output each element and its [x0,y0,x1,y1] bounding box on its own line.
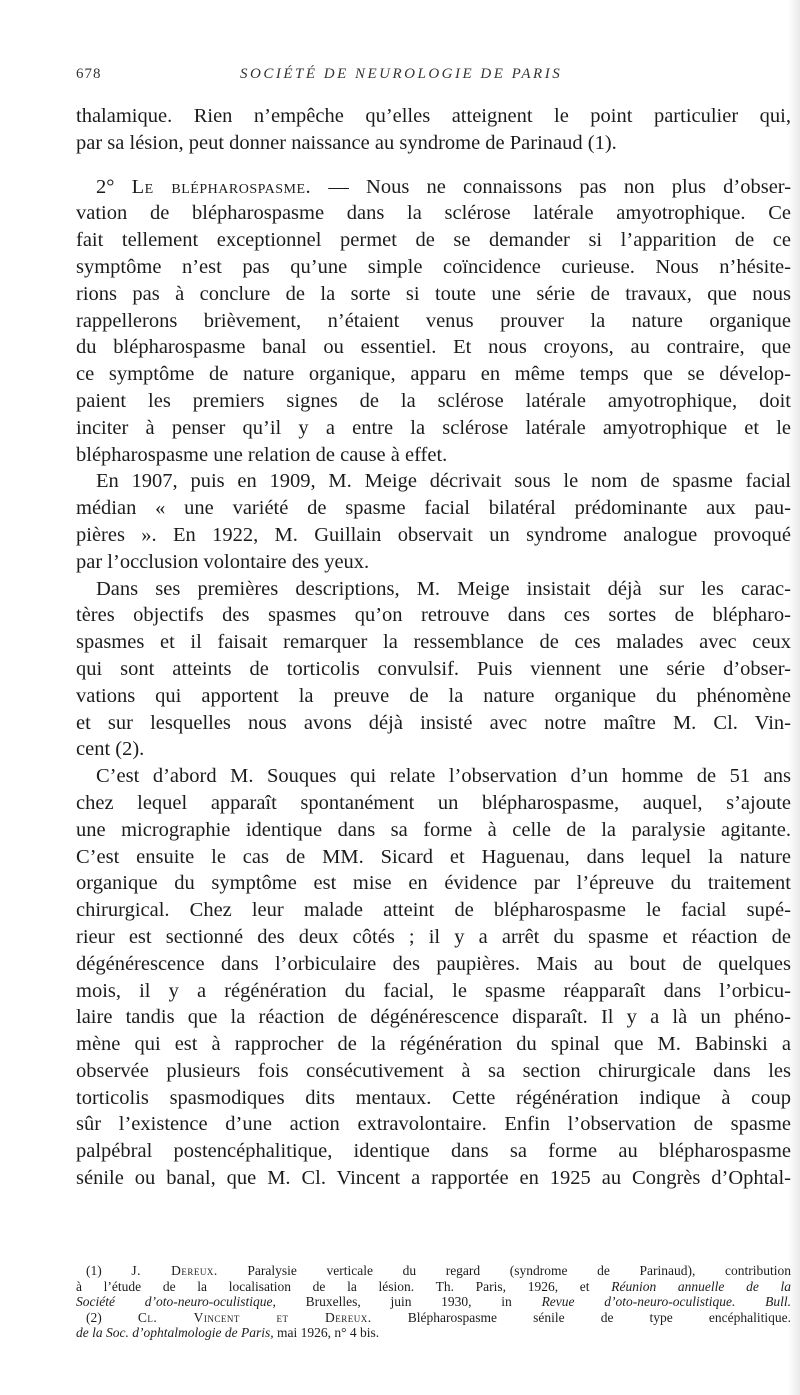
footnote-journal: Revue d’oto-neuro-oculistique. [541,1294,736,1309]
text-line: par sa lésion, peut donner naissance au syndrome de Parinaud (1). [76,131,617,154]
text-line: fait tellement exceptionnel permet de se demander si l’apparition de ce [76,229,791,252]
text-line: par l’occlusion volontaire des yeux. [76,550,370,573]
footnote-2-text: Blépharospasme sénile de type encéphalitique. [407,1309,791,1325]
text-line: rieur est sectionné des deux côtés ; il y a arrêt du spasme et réaction de [76,925,791,948]
text-line: chirurgical. Chez leur malade atteint de blépharospasme le facial supé- [76,899,791,922]
footnote-text: à l’étude de la localisation de la lésion. Th. Paris, 1926, et [76,1278,590,1294]
text-line: qui sont atteints de torticolis convulsif. Puis viennent une série d’obser- [76,657,791,680]
text-line: blépharospasme une relation de cause à effet. [76,443,448,466]
section-title: Le blépharospasme. [131,175,312,198]
section-number: 2° [96,175,115,198]
footnote-text: mai 1926, n° 4 bis. [276,1325,380,1340]
footnote-2-label: (2) [86,1309,102,1325]
text-line: C’est ensuite le cas de MM. Sicard et Haguenau, dans lequel la nature [76,845,791,868]
footnote-2-author: Cl. Vincent et Dereux. [137,1309,372,1325]
footnote-1-label: (1) [86,1263,102,1278]
page-number: 678 [76,66,102,82]
page-header [76,66,796,88]
section-heading-line [76,174,791,201]
text-line: ce symptôme de nature organique, apparu en même temps que se dévelop- [76,363,791,386]
text-line: torticolis spasmodiques dits mentaux. Cette régénération indique à coup [76,1086,791,1109]
footnote-1-line-2 [76,1279,791,1295]
section-text: — Nous ne connaissons pas non plus d’obser- [328,175,791,198]
footnote-1-text: Paralysie verticale du regard (syndrome de Parinaud), contribution [247,1263,791,1278]
body-text [76,103,791,1192]
text-line: médian « une variété de spasme facial bilatéral prédominante aux pau- [76,497,791,520]
running-title: SOCIÉTÉ DE NEUROLOGIE DE PARIS [240,66,563,82]
text-line: C’est d’abord M. Souques qui relate l’observation d’un homme de 51 ans [96,765,791,788]
text-line: thalamique. Rien n’empêche qu’elles atteignent le point particulier qui, [76,105,791,127]
text-line: dégénérescence dans l’orbiculaire des paupières. Mais au bout de quelques [76,952,791,975]
footnote-2 [76,1310,791,1326]
text-line: rions pas à conclure de la sorte si toute une série de travaux, que nous [76,282,791,305]
footnote-1 [76,1263,791,1279]
text-line: sûr l’existence d’une action extravolontaire. Enfin l’observation de spasme [76,1113,791,1136]
footnote-journal: Société d’oto-neuro-oculistique, [76,1294,276,1309]
text-line: chez lequel apparaît spontanément un blépharospasme, auquel, s’ajoute [76,791,791,814]
text-line: vations qui apportent la preuve de la nature organique du phénomène [76,684,791,707]
text-line: symptôme n’est pas qu’une simple coïncidence curieuse. Nous n’hésite- [76,255,791,278]
text-line: inciter à penser qu’il y a entre la sclérose latérale amyotrophique et le [76,416,791,439]
footnote-1-author: J. Dereux. [131,1263,218,1278]
text-line: mois, il y a régénération du facial, le spasme réapparaît dans l’orbicu- [76,979,791,1002]
text-line: tères objectifs des spasmes qu’on retrouve dans ces sortes de blépharo- [76,604,791,627]
text-line: rappellerons brièvement, n’étaient venus prouver la nature organique [76,309,791,332]
footnote-journal: Bull. [765,1294,791,1309]
text-line: vation de blépharospasme dans la sclérose latérale amyotrophique. Ce [76,202,791,225]
text-line: cent (2). [76,738,145,761]
text-line: organique du symptôme est mise en évidence par l’épreuve du traitement [76,872,791,895]
text-line: sénile ou banal, que M. Cl. Vincent a rapportée en 1925 au Congrès d’Ophtal- [76,1167,791,1190]
text-line: une micrographie identique dans sa forme à celle de la paralysie agitante. [76,818,791,841]
text-line: En 1907, puis en 1909, M. Meige décrivait sous le nom de spasme facial [96,470,791,493]
text-line: laire tandis que la réaction de dégénérescence disparaît. Il y a là un phéno- [76,1006,791,1029]
text-line: pières ». En 1922, M. Guillain observait un syndrome analogue provoqué [76,523,791,546]
footnote-1-line-3 [76,1294,791,1310]
footnote-text: Bruxelles, juin 1930, in [305,1294,512,1309]
text-line: palpébral postencéphalitique, identique dans sa forme au blépharospasme [76,1140,791,1163]
text-line: paient les premiers signes de la sclérose latérale amyotrophique, doit [76,389,791,412]
text-line: du blépharospasme banal ou essentiel. Et nous croyons, au contraire, que [76,336,791,359]
text-line: et sur lesquelles nous avons déjà insisté avec notre maître M. Cl. Vin- [76,711,791,734]
footnote-journal: de la Soc. d’ophtalmologie de Paris, [76,1325,274,1340]
paragraph-gap [76,157,791,174]
footnote-journal: Réunion annuelle de la [611,1278,791,1294]
text-line: observée plusieurs fois consécutivement à sa section chirurgicale dans les [76,1059,791,1082]
text-line: Dans ses premières descriptions, M. Meige insistait déjà sur les carac- [96,577,791,600]
text-line: mène qui est à rapprocher de la régénération du spinal que M. Babinski a [76,1033,791,1056]
footnote-2-line-2 [76,1325,791,1341]
text-line: spasmes et il faisait remarquer la ressemblance de ces malades avec ceux [76,631,791,654]
footnotes [76,1263,791,1341]
